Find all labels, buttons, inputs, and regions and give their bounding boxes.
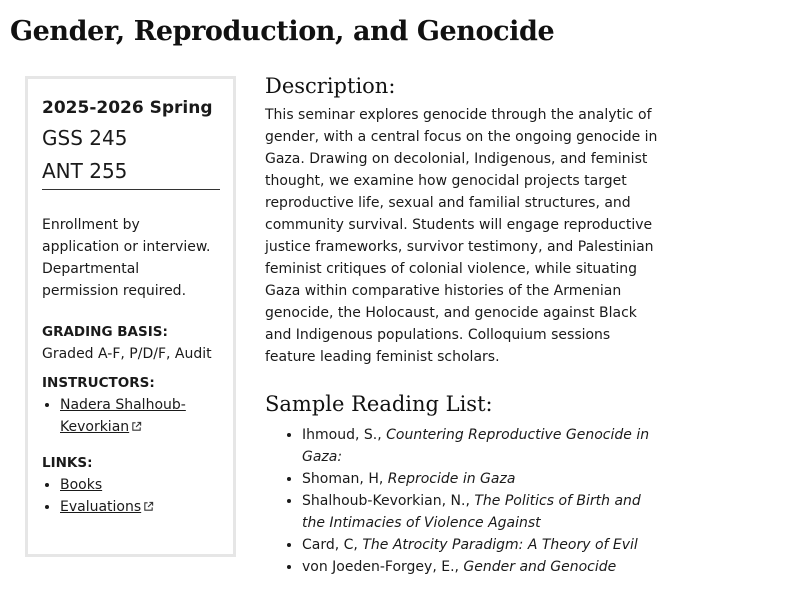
reading-author: Card, C, — [302, 537, 363, 553]
reading-title: Reprocide in Gaza — [387, 471, 516, 487]
external-link-icon — [143, 501, 154, 512]
evaluations-label: Evaluations — [60, 499, 142, 515]
course-info-sidebar — [25, 76, 236, 557]
reading-title: The Politics of Birth and the Intimacies of Violence Against — [302, 493, 641, 531]
books-link[interactable]: Books — [60, 477, 103, 493]
list-item — [60, 474, 219, 496]
course-description: This seminar explores genocide through the analytic of gender, with a central focus on the ongoing genocide in Gaza. Drawing on decolonial, Indigenous, and feminist thought, we examine how genocidal projects target reproductive life, sexual and familial structures, and community survival. Students will engage reproductive justice frameworks, survivor testimony, and Palestinian feminist critiques of colonial violence, while situating Gaza within comparative histories of the Armenian genocide, the Holocaust, and genocide against Black and Indigenous populations. Colloquium sessions feature leading feminist scholars. — [265, 107, 658, 365]
reading-list-heading: Sample Reading List: — [265, 392, 493, 416]
reading-author: Shalhoub-Kevorkian, N., — [302, 493, 475, 509]
instructors-label: INSTRUCTORS: — [42, 375, 155, 391]
external-link-icon — [131, 421, 142, 432]
evaluations-link[interactable] — [60, 499, 154, 515]
list-item — [302, 534, 665, 556]
divider — [42, 189, 220, 190]
enrollment-note: Enrollment by application or interview. Departmental permission required. — [42, 217, 211, 299]
instructors-list — [42, 394, 219, 438]
reading-title: Gender and Genocide — [463, 559, 617, 575]
course-code-ant: ANT 255 — [42, 159, 128, 183]
course-term: 2025-2026 Spring — [42, 98, 213, 118]
list-item — [60, 394, 219, 438]
instructor-link[interactable] — [60, 397, 186, 435]
grading-basis-label: GRADING BASIS: — [42, 324, 168, 340]
instructor-name: Nadera Shalhoub-Kevorkian — [60, 397, 186, 435]
page-title: Gender, Reproduction, and Genocide — [10, 16, 555, 47]
list-item — [60, 496, 219, 518]
links-list — [42, 474, 219, 518]
reading-author: von Joeden-Forgey, E., — [302, 559, 464, 575]
description-heading: Description: — [265, 74, 396, 98]
links-label: LINKS: — [42, 455, 93, 471]
list-item — [302, 490, 665, 534]
reading-title: Countering Reproductive Genocide in Gaza: — [302, 427, 650, 465]
list-item — [302, 556, 665, 578]
reading-author: Ihmoud, S., — [302, 427, 387, 443]
grading-basis-value: Graded A-F, P/D/F, Audit — [42, 346, 212, 362]
course-code-gss: GSS 245 — [42, 126, 128, 150]
reading-author: Shoman, H, — [302, 471, 388, 487]
list-item — [302, 424, 665, 468]
course-main — [265, 74, 665, 578]
list-item — [302, 468, 665, 490]
reading-title: The Atrocity Paradigm: A Theory of Evil — [362, 537, 638, 553]
reading-list — [265, 424, 665, 578]
